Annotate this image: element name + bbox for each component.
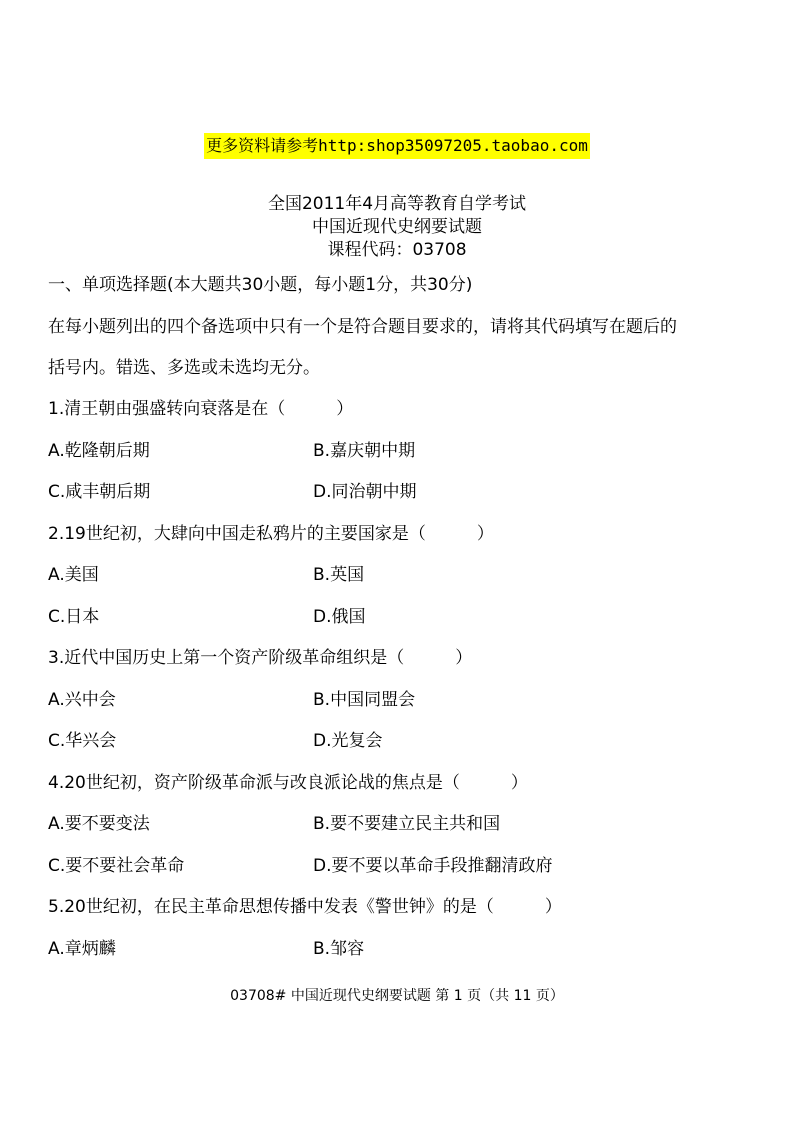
question-3-option-b: B.中国同盟会 <box>313 690 416 710</box>
promo-banner-text <box>204 133 590 159</box>
question-1-option-b: B.嘉庆朝中期 <box>313 441 416 461</box>
section-heading: 一、单项选择题(本大题共30小题，每小题1分，共30分) <box>48 275 473 295</box>
question-2-stem: 2.19世纪初，大肆向中国走私鸦片的主要国家是（ ） <box>48 524 494 544</box>
question-4-option-d: D.要不要以革命手段推翻清政府 <box>313 856 553 876</box>
question-2-option-d: D.俄国 <box>313 607 366 627</box>
question-1-stem: 1.清王朝由强盛转向衰落是在（ ） <box>48 399 354 419</box>
instruction-line-2: 括号内。错选、多选或未选均无分。 <box>48 358 320 378</box>
exam-title: 全国2011年4月高等教育自学考试 <box>267 194 527 214</box>
page-footer: 03708# 中国近现代史纲要试题 第 1 页（共 11 页） <box>230 988 564 1004</box>
question-3-stem: 3.近代中国历史上第一个资产阶级革命组织是（ ） <box>48 648 473 668</box>
promo-prefix: 更多资料请参考 <box>206 133 318 159</box>
question-4-option-a: A.要不要变法 <box>48 814 150 834</box>
question-3-option-c: C.华兴会 <box>48 731 117 751</box>
question-1-option-d: D.同治朝中期 <box>313 482 417 502</box>
question-1-option-c: C.咸丰朝后期 <box>48 482 151 502</box>
course-code: 课程代码：03708 <box>327 240 467 260</box>
question-3-option-d: D.光复会 <box>313 731 383 751</box>
promo-link[interactable]: http:shop35097205.taobao.com <box>318 133 588 159</box>
instruction-line-1: 在每小题列出的四个备选项中只有一个是符合题目要求的，请将其代码填写在题后的 <box>48 317 677 337</box>
question-4-option-c: C.要不要社会革命 <box>48 856 185 876</box>
promo-banner <box>0 133 794 159</box>
question-5-option-b: B.邹容 <box>313 939 365 959</box>
question-3-option-a: A.兴中会 <box>48 690 116 710</box>
question-5-stem: 5.20世纪初，在民主革命思想传播中发表《警世钟》的是（ ） <box>48 897 562 917</box>
question-5-option-a: A.章炳麟 <box>48 939 116 959</box>
question-2-option-c: C.日本 <box>48 607 100 627</box>
question-2-option-a: A.美国 <box>48 565 99 585</box>
question-1-option-a: A.乾隆朝后期 <box>48 441 150 461</box>
subject-title: 中国近现代史纲要试题 <box>312 217 482 237</box>
question-4-stem: 4.20世纪初，资产阶级革命派与改良派论战的焦点是（ ） <box>48 773 528 793</box>
question-2-option-b: B.英国 <box>313 565 365 585</box>
question-4-option-b: B.要不要建立民主共和国 <box>313 814 501 834</box>
